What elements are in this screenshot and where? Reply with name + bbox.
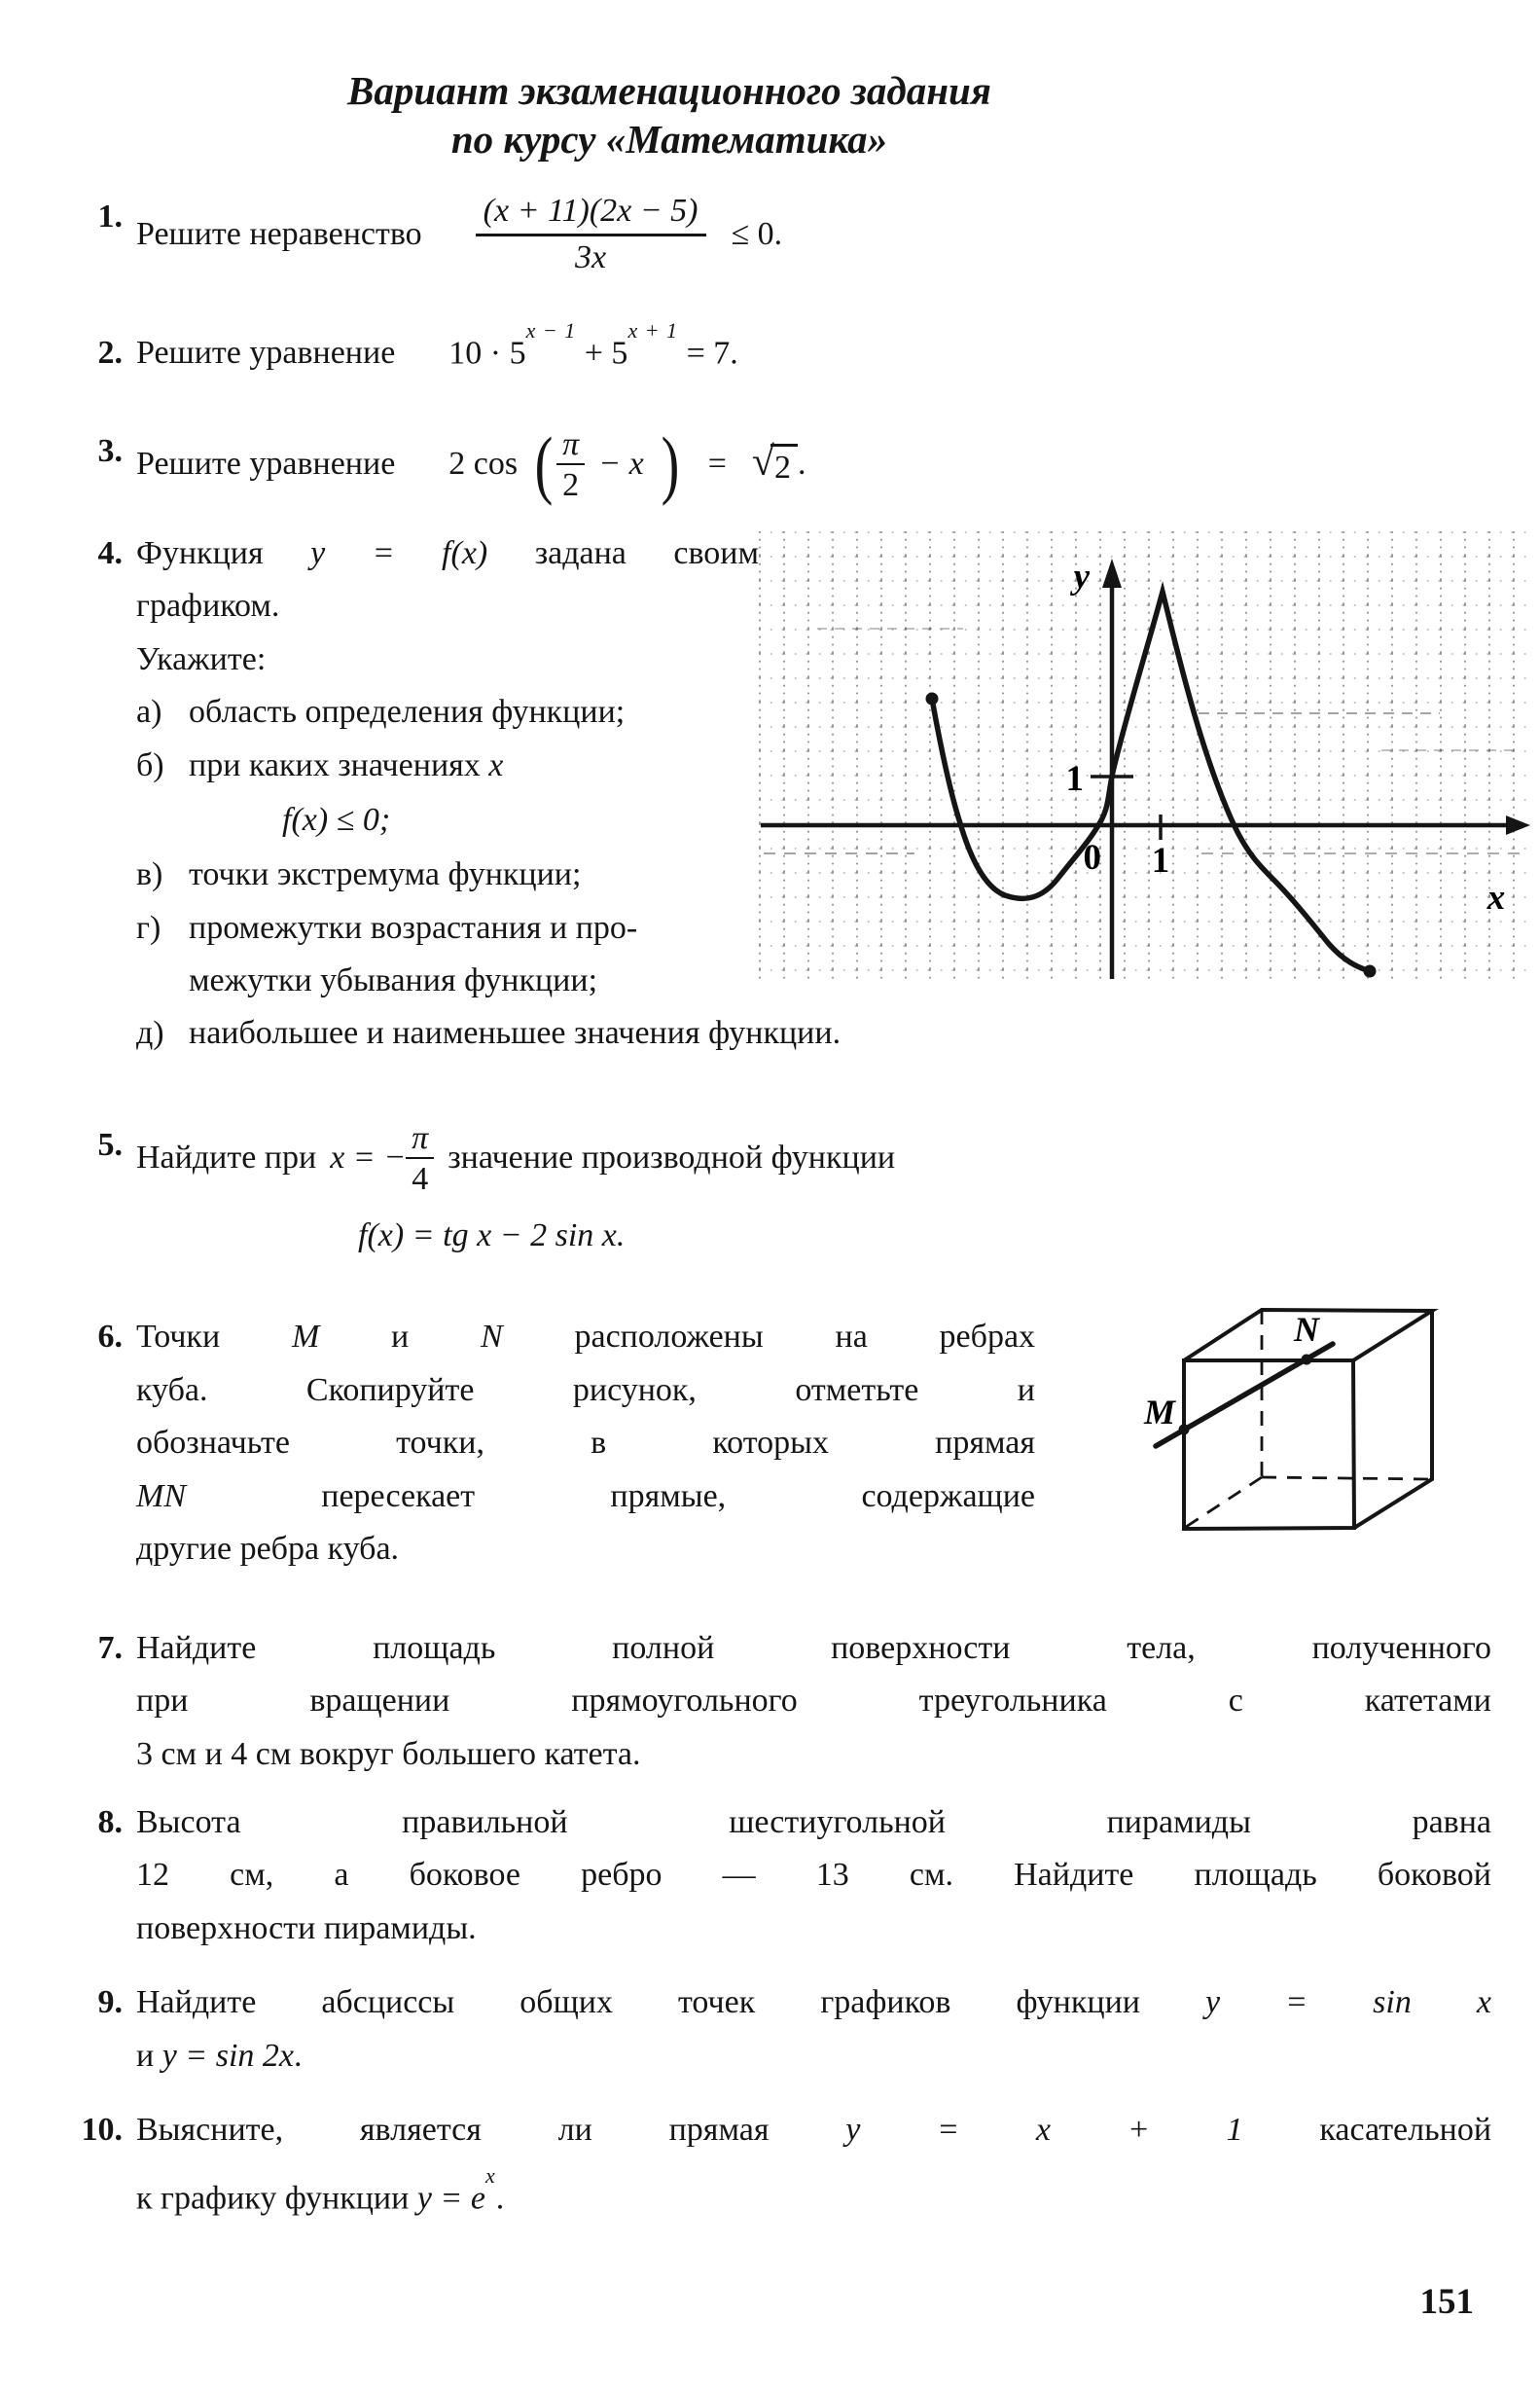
right-parenthesis: ) (661, 421, 680, 507)
problem-1 (56, 191, 1491, 278)
problem-4-ukazhite: Укажите: (136, 640, 267, 677)
cube-hidden-bottom-left-edge (1186, 1477, 1262, 1527)
problem-8: 8. Высота правильной шестиугольной пирамиды равна 12 см, а боковое ребро — 13 см. Найдите площадь боковой поверхности пирамиды. (56, 1796, 1491, 1955)
exponent-x: x (484, 2163, 496, 2189)
function-graph-figure (759, 531, 1532, 1000)
cube-svg (1041, 1297, 1508, 1579)
cos-coefficient: 2 cos (448, 446, 519, 483)
exponent-2: x + 1 (627, 318, 679, 344)
page-title (86, 66, 1253, 163)
pi-over-2-fraction: $\frac{\pi}{2}$ (556, 425, 585, 504)
problem-1-fraction (476, 191, 706, 278)
fraction-denominator: 3x (575, 238, 607, 275)
problem-4-number: 4. (97, 534, 123, 571)
point-N-dot (1302, 1355, 1312, 1365)
cube-figure (1041, 1297, 1508, 1596)
problem-5-formula: f(x) = tg x − 2 sin x. (358, 1217, 626, 1254)
problem-6-text: Точки M и N расположены на ребрах куба. Скопируйте рисунок, отметьте и обозначьте точки, в которых прямая MN пересекает прямые, содержащие другие ребра куба. (136, 1319, 1036, 1567)
problem-8-number: 8. (97, 1803, 123, 1840)
problem-2-text: Решите уравнение (136, 335, 396, 372)
page-title-line1: Вариант экзаменационного задания (347, 68, 991, 113)
problem-4 (56, 527, 1506, 1061)
problem-6-number: 6. (97, 1319, 123, 1356)
problem-3-text: Решите уравнение (136, 446, 396, 483)
y-axis-label: y (1073, 556, 1090, 597)
y-equals-e-to-x: y = e (416, 2180, 485, 2217)
x-tick-label-1: 1 (1151, 840, 1170, 881)
problem-5: 5. Найдите при x = − $\frac{\pi}{4}$ значение производной функции f(x) = tg x − 2 sin x. (56, 1119, 1491, 1265)
problem-4-intro-line1: Функция y = f(x) задана своим (136, 534, 759, 571)
radical-sign: √ (751, 439, 774, 485)
problem-9: 9. Найдите абсциссы общих точек графиков функции y = sin x и y = sin 2x. (56, 1976, 1491, 2083)
problem-1-number: 1. (97, 199, 123, 235)
cube-hidden-bottom-back-edge (1262, 1477, 1428, 1479)
problem-4-item-b: б) при каких значениях x (136, 746, 504, 783)
y-equals-fx: y = f(x) (310, 534, 488, 571)
problem-4-item-a: а) область определения функции; (136, 694, 626, 731)
page-title-line2: по курсу «Математика» (450, 117, 888, 163)
exponent-1: x − 1 (525, 318, 577, 344)
x-equals-minus: x = − (330, 1140, 407, 1177)
cube-front-face (1184, 1360, 1354, 1529)
point-N-label: N (1294, 1310, 1319, 1350)
y-equals-sin-2x: y = sin 2x (161, 2037, 295, 2074)
point-M-dot (1179, 1425, 1190, 1435)
problem-4-item-b-formula: f(x) ≤ 0; (282, 801, 391, 838)
y-tick-label-1: 1 (1065, 758, 1084, 799)
problem-3: 3. Решите уравнение 2 cos ( $\frac{\pi}{2}$ − x ) = √ 2 . (56, 425, 1491, 504)
problem-2 (56, 318, 1491, 380)
pi-over-4-fraction: $\frac{\pi}{4}$ (406, 1119, 434, 1198)
point-M: M (291, 1319, 320, 1356)
problem-3-number: 3. (97, 432, 123, 469)
problem-10: 10. Выясните, является ли прямая y = x + 1 касательной к графику функции $y = e^x$. (56, 2104, 1491, 2226)
y-equals-x-plus-1: y = x + 1 (845, 2111, 1243, 2148)
minus-x: − x (598, 446, 644, 483)
problem-2-equation: $10 \cdot 5^{x - 1} + 5^{x + 1} = 7$. (448, 318, 738, 372)
problem-7: 7. Найдите площадь полной поверхности тела, полученного при вращении прямоугольного треугольника с катетами 3 см и 4 см вокруг большего катета. (56, 1622, 1491, 1781)
problem-4-item-d: д) наибольшее и наименьшее значения функции. (136, 1015, 842, 1052)
problem-1-text: Решите неравенство (136, 215, 422, 252)
problem-4-item-v: в) точки экстремума функции; (136, 856, 582, 893)
point-N: N (481, 1319, 503, 1356)
curve-right-endpoint (1364, 964, 1377, 977)
function-graph-svg (759, 531, 1532, 984)
problem-2-number: 2. (97, 335, 123, 372)
x-axis-label: x (1486, 877, 1506, 918)
problem-6 (56, 1311, 1491, 1596)
curve-left-endpoint (926, 692, 939, 705)
grid-paper-background (759, 531, 1532, 984)
point-M-label: M (1143, 1393, 1176, 1432)
problem-1-inequality-sign: ≤ 0. (731, 215, 783, 252)
line-MN: MN (136, 1477, 186, 1514)
variable-x: x (488, 746, 504, 783)
problem-9-number: 9. (97, 1984, 123, 2021)
sqrt-2: √ 2 (752, 444, 798, 486)
equals-sign: = (707, 446, 727, 483)
problem-4-intro-line2: графиком. (136, 588, 280, 625)
cube-right-face-edges (1354, 1311, 1432, 1528)
problem-10-number: 10. (81, 2111, 123, 2148)
problem-4-item-g: г) промежутки возрастания и про- межутки убывания функции; (136, 909, 638, 999)
page-number: 151 (1419, 2282, 1474, 2322)
fraction-numerator: (x + 11)(2x − 5) (476, 191, 706, 236)
y-equals-sin-x: y = sin x (1205, 1984, 1492, 2021)
problem-7-number: 7. (97, 1629, 123, 1666)
left-parenthesis: ( (534, 421, 554, 507)
origin-label: 0 (1083, 837, 1101, 878)
problem-5-number: 5. (97, 1126, 123, 1163)
